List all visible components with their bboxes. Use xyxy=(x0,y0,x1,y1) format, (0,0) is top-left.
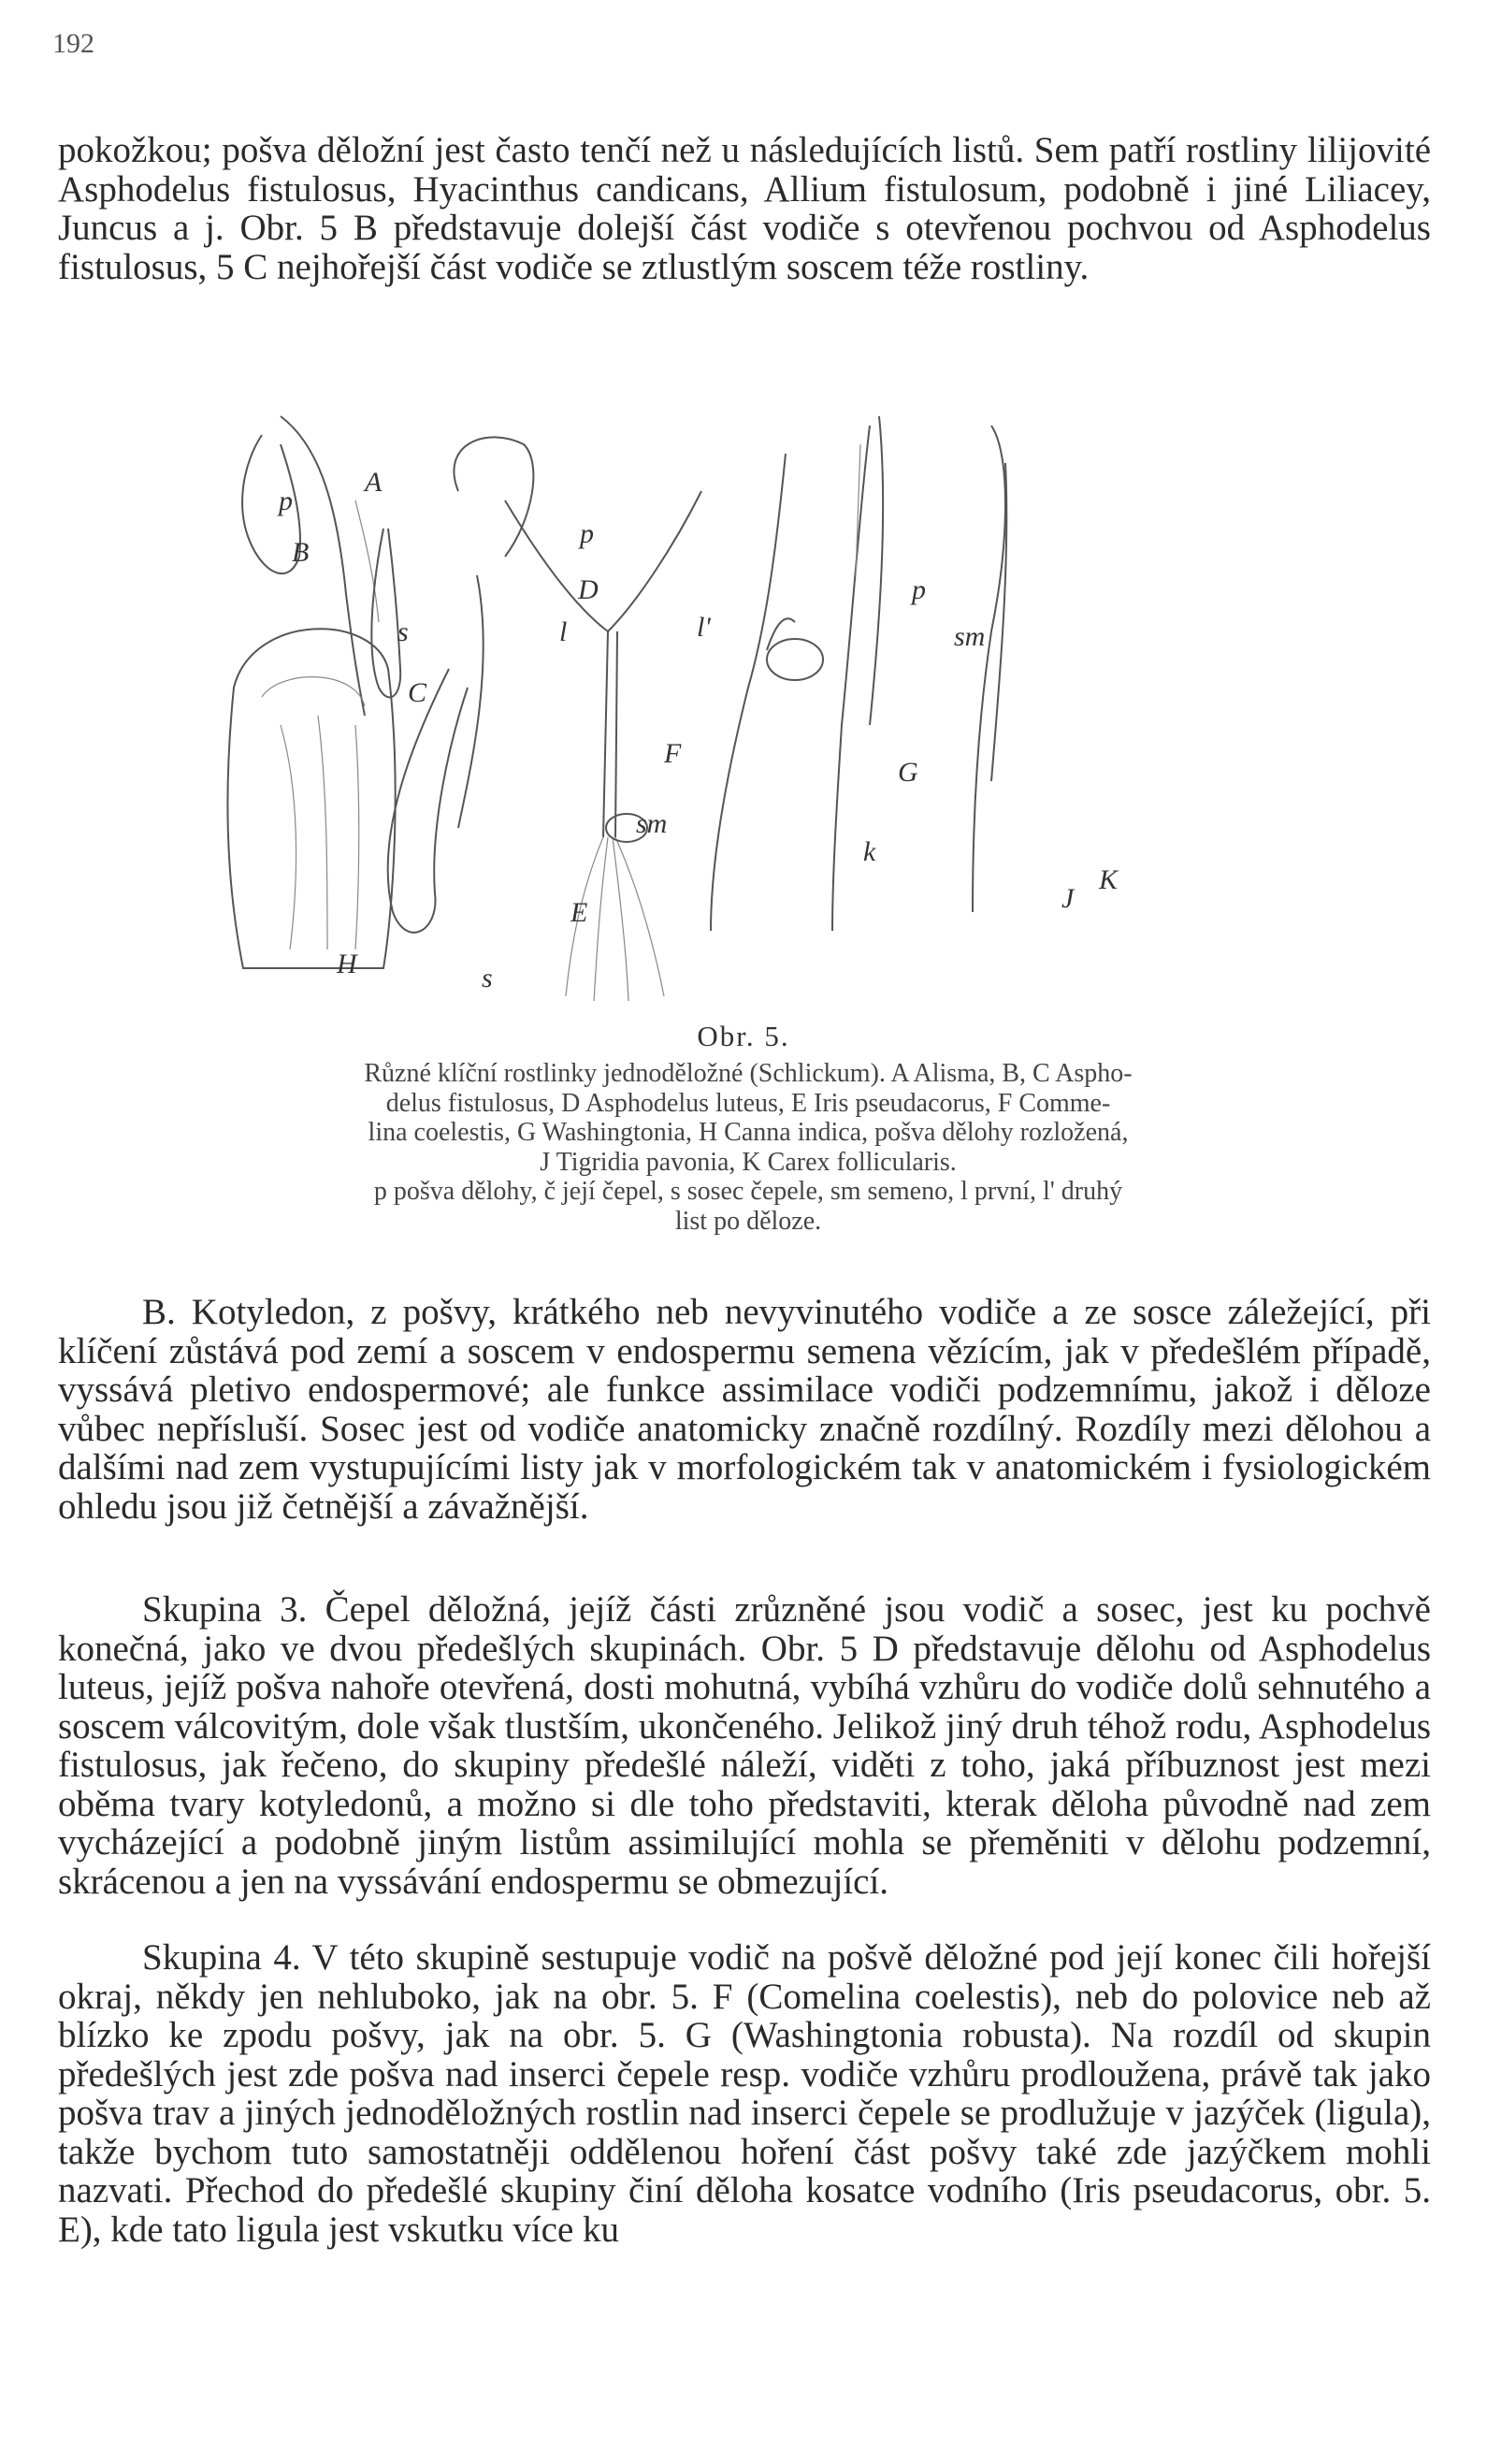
label-k-small: k xyxy=(863,836,876,867)
caption-line: Různé klíční rostlinky jednoděložné (Schlickum). A Alisma, B, C Aspho- xyxy=(364,1059,1133,1088)
label-p: p xyxy=(279,486,293,516)
label-b: B xyxy=(292,537,310,568)
caption-line: delus fistulosus, D Asphodelus luteus, E Iris pseudacorus, F Comme- xyxy=(385,1088,1111,1118)
label-p-d: p xyxy=(580,518,594,549)
drawing-d xyxy=(454,437,533,557)
label-a: A xyxy=(365,467,383,498)
drawing-h xyxy=(227,629,395,968)
page-number: 192 xyxy=(52,28,94,59)
label-c: C xyxy=(408,677,427,708)
botanical-drawing xyxy=(224,388,1272,1010)
label-s: s xyxy=(397,616,409,647)
label-sm: sm xyxy=(954,621,986,652)
caption-line: p pošva dělohy, č její čepel, s sosec čepele, sm semeno, l první, l' druhý xyxy=(373,1177,1123,1206)
paragraph-2: B. Kotyledon, z pošvy, krátkého neb nevyvinutého vodiče a ze sosce záležející, při klíčení zůstává pod zemí a soscem v endospermu semena vězícím, jak v předešlém případě, vyssává pletivo endospermové; ale funkce assimilace vodiči podzemnímu, jakož i děloze vůbec nepřísluší. Sosec jest od vodiče anatomicky značně rozdílný. Rozdíly mezi dělohou a dalšími nad zem vystupujícími listy jak v morfologickém tak v anatomickém i fysiologickém ohledu jsou již četnější a závažnější. xyxy=(58,1292,1431,1527)
label-f: F xyxy=(664,738,682,769)
label-l: l xyxy=(559,616,568,647)
paragraph-4: Skupina 4. V této skupině sestupuje vodič na pošvě děložné pod její konec čili hořejší okraj, někdy jen nehluboko, jak na obr. 5. F (Comelina coelestis), neb do polovice neb až blízko ke zpodu pošvy, jak na obr. 5. G (Washingtonia robusta). Na rozdíl od skupin předešlých jest zde pošva nad inserci čepele resp. vodiče vzhůru prodloužena, právě tak jako pošva trav a jiných jednoděložných rostlin nad inserci čepele se prodlužuje v jazýček (ligula), takže bychom tuto samostatněji oddělenou hoření část pošvy také zde jazýčkem mohli nazvati. Přechod do předešlé skupiny činí děloha kosatce vodního (Iris pseudacorus, obr. 5. E), kde tato ligula jest vskutku více ku xyxy=(58,1937,1431,2250)
label-j: J xyxy=(1061,883,1075,914)
paragraph-1: pokožkou; pošva děložní jest často tenčí než u následujících listů. Sem patří rostliny lilijovité Asphodelus fistulosus, Hyacinthus candicans, Allium fistulosum, podobně i jiné Liliacey, Juncus a j. Obr. 5 B představuje dolejší část vodiče s otevřenou pochvou od Asphodelus fistulosus, 5 C nejhořejší část vodiče se ztlustlým soscem téže rostliny. xyxy=(58,130,1431,287)
label-h: H xyxy=(337,949,357,979)
drawing-e xyxy=(388,669,468,933)
label-d: D xyxy=(578,574,599,605)
label-p-g: p xyxy=(912,574,926,605)
label-l2: l' xyxy=(697,612,711,643)
caption-line: lina coelestis, G Washingtonia, H Canna indica, pošva dělohy rozložená, xyxy=(368,1118,1129,1147)
figure-5-illustration xyxy=(224,388,1272,1010)
paragraph-3: Skupina 3. Čepel děložná, jejíž části zrůzněné jsou vodič a sosec, jest ku pochvě konečná, jako ve dvou předešlých skupinách. Obr. 5 D představuje dělohu od Asphodelus luteus, jejíž pošva nahoře otevřená, dosti mohutná, vybíhá vzhůru do vodiče dolů sehnutého a soscem válcovitým, dole však tlustším, ukončeného. Jelikož jiný druh téhož rodu, Asphodelus fistulosus, jak řečeno, do skupiny předešlé náleží, viděti z toho, jaká příbuznost jest mezi oběma tvary kotyledonů, a možno si dle toho představiti, kterak děloha původně nad zem vycházející a podobně jiným listům assimilující mohla se přeměniti v dělohu podzemní, skrácenou a jen na vyssávání endospermu se obmezující. xyxy=(58,1589,1431,1902)
figure-caption xyxy=(206,1059,1291,1236)
label-g: G xyxy=(898,757,918,788)
label-s-e: s xyxy=(482,963,493,993)
figure-title: Obr. 5. xyxy=(697,1020,790,1052)
label-sm-f: sm xyxy=(636,808,668,839)
drawing-f xyxy=(505,491,701,631)
caption-line: J Tigridia pavonia, K Carex follicularis. xyxy=(540,1147,957,1177)
drawing-c xyxy=(371,529,400,697)
caption-line: list po děloze. xyxy=(674,1206,822,1236)
drawing-g xyxy=(711,454,786,931)
label-k: K xyxy=(1099,864,1119,895)
label-e: E xyxy=(570,897,588,928)
